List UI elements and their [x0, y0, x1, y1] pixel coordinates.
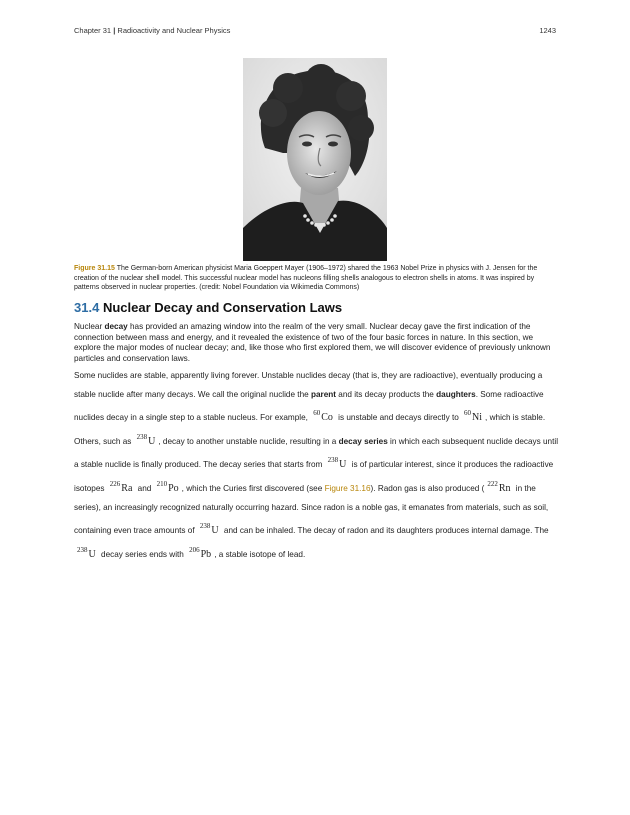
- running-header: [74, 26, 556, 38]
- isotope-pb206: [189, 545, 212, 560]
- figure-caption-text: The German-born American physicist Maria Goeppert Mayer (1906–1972) shared the 1963 Nobel Prize in physics with J. Jensen for the creation of the nuclear shell model. This successful nuclear model has nucleons filling shells analogous to electron shells in atoms. It was inspired by patterns observed in nuclear properties. (credit: Nobel Foundation via Wikimedia Commons): [74, 265, 538, 292]
- isotope-u238: [136, 432, 156, 447]
- mass-number: 238: [77, 545, 88, 554]
- mass-number: 206: [189, 545, 200, 554]
- element-symbol: U: [88, 548, 96, 560]
- isotope-po210: [156, 479, 179, 494]
- mass-number: 60: [313, 409, 321, 418]
- section-heading: [74, 300, 558, 315]
- mass-number: 60: [464, 409, 472, 418]
- text-run: , which is stable. Others, such as: [74, 413, 546, 446]
- text-run: , decay to another unstable nuclide, resulting in a: [158, 436, 339, 446]
- text-run: in the series), an increasingly recognized naturally occurring hazard. Since radon is a noble gas, it emanates from materials, such as soil, containing even trace amounts of: [74, 483, 549, 536]
- figure-label: Figure 31.15: [74, 265, 115, 272]
- section-number: 31.4: [74, 300, 100, 315]
- mass-number: 226: [109, 479, 121, 488]
- text-run: in which each subsequent nuclide decays until a stable nuclide is finally produced. The decay series that starts from: [74, 436, 559, 470]
- text-run: Nuclear: [74, 322, 105, 331]
- element-symbol: Pb: [200, 548, 212, 560]
- element-symbol: Ra: [121, 482, 133, 494]
- header-separator: |: [113, 26, 116, 35]
- text-run: and its decay products the: [336, 389, 437, 399]
- chapter-title: Radioactivity and Nuclear Physics: [117, 26, 231, 35]
- text-run: Some nuclides are stable, apparently living forever. Unstable nuclides decay (that is, they are radioactive), eventually producing a stable nuclide after many decays. We call the original nuclide the: [74, 371, 543, 399]
- text-run: , a stable isotope of lead.: [214, 549, 306, 559]
- chapter-header: [74, 26, 230, 35]
- mass-number: 238: [136, 432, 148, 441]
- term-daughters: daughters: [436, 389, 476, 399]
- element-symbol: U: [211, 525, 219, 537]
- text-run: is of particular interest, since it produces the radioactive isotopes: [74, 460, 554, 493]
- text-run: has provided an amazing window into the realm of the very small. Nuclear decay gave the first indication of the connection between mass and energy, and it revealed the existence of two of the four basic forces in nature. In this section, we explore the major modes of nuclear decay; and, like those who first explored them, we will discover evidence of previously unknown particles and conservation laws.: [74, 322, 551, 363]
- text-run: and can be inhaled. The decay of radon and its daughters produces internal damage. The: [221, 526, 549, 536]
- paragraph-nuclides: [74, 367, 558, 564]
- text-run: and: [135, 483, 154, 493]
- portrait-illustration: [243, 58, 387, 261]
- mass-number: 222: [487, 479, 498, 488]
- term-parent: parent: [310, 389, 336, 399]
- element-symbol: Ni: [472, 412, 483, 424]
- element-symbol: U: [148, 435, 156, 447]
- element-symbol: Co: [321, 412, 333, 424]
- term-decay: decay: [104, 322, 128, 331]
- term-decay-series: decay series: [338, 436, 388, 446]
- isotope-rn222: [487, 479, 511, 494]
- isotope-u238: [199, 522, 219, 537]
- element-symbol: Po: [168, 482, 179, 494]
- chapter-number: Chapter 31: [74, 26, 112, 35]
- portrait-photo: [243, 58, 387, 261]
- isotope-co60: [313, 409, 333, 424]
- paragraph-intro: [74, 322, 558, 364]
- element-symbol: U: [339, 459, 347, 471]
- element-symbol: Rn: [498, 482, 511, 494]
- text-run: . Some radioactive nuclides decay in a single step to a stable nucleus. For example,: [74, 389, 544, 423]
- text-run: ). Radon gas is also produced (: [370, 483, 485, 493]
- mass-number: 238: [199, 522, 211, 531]
- mass-number: 210: [156, 479, 168, 488]
- isotope-ni60: [464, 409, 483, 424]
- text-run: is unstable and decays directly to: [335, 413, 462, 423]
- section-title: Nuclear Decay and Conservation Laws: [102, 300, 343, 315]
- isotope-u238: [327, 456, 347, 471]
- text-run: decay series ends with: [98, 549, 187, 559]
- isotope-ra226: [109, 479, 133, 494]
- isotope-u238: [77, 545, 96, 560]
- text-run: , which the Curies first discovered (see: [181, 483, 325, 493]
- page-number: 1243: [539, 26, 556, 35]
- figure-31-16-link[interactable]: Figure 31.16: [324, 483, 371, 493]
- mass-number: 238: [327, 456, 339, 465]
- figure-caption: [74, 264, 558, 293]
